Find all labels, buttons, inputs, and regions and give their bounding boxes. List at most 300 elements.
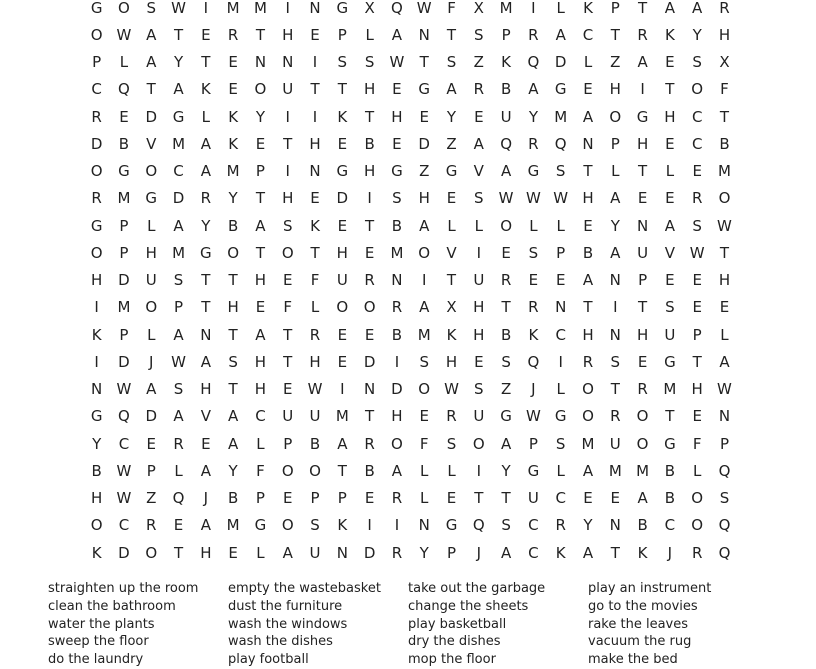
word-list-item: wash the dishes [228, 634, 333, 650]
grid-letter: L [365, 25, 374, 44]
grid-letter: E [665, 189, 675, 208]
grid-letter: S [282, 216, 293, 235]
grid-letter: Q [718, 461, 731, 480]
grid-letter: A [173, 325, 184, 344]
grid-letter: H [418, 189, 430, 208]
grid-letter: T [719, 107, 730, 126]
grid-letter: S [364, 53, 375, 72]
grid-letter: E [392, 80, 402, 99]
grid-letter: G [554, 80, 567, 99]
grid-letter: Y [528, 107, 538, 126]
grid-letter: O [90, 516, 103, 535]
grid-letter: A [200, 352, 211, 371]
grid-letter: X [364, 0, 375, 17]
grid-letter: Q [118, 407, 130, 426]
grid-letter: D [363, 543, 376, 562]
grid-letter: A [419, 216, 430, 235]
grid-letter: I [613, 298, 618, 317]
grid-letter: H [718, 271, 731, 290]
grid-letter: B [500, 325, 512, 344]
grid-letter: I [531, 0, 536, 17]
grid-letter: H [691, 380, 703, 399]
grid-letter: B [118, 134, 130, 153]
grid-letter: U [145, 271, 157, 290]
grid-letter: O [472, 434, 485, 453]
grid-letter: Q [118, 80, 130, 99]
grid-letter: I [558, 352, 563, 371]
grid-letter: H [609, 80, 621, 99]
grid-row [83, 403, 738, 430]
grid-letter: S [310, 516, 320, 535]
grid-letter: Y [228, 461, 238, 480]
grid-letter: S [446, 53, 457, 72]
grid-letter: T [283, 134, 293, 153]
grid-letter: B [227, 489, 239, 508]
grid-letter: A [146, 53, 157, 72]
grid-letter: R [391, 298, 403, 317]
grid-letter: T [501, 489, 511, 508]
grid-letter: E [665, 53, 675, 72]
word-list-item: make the bed [588, 652, 678, 668]
grid-letter: F [283, 298, 293, 317]
grid-row [83, 457, 738, 484]
grid-letter: N [718, 407, 731, 426]
word-list-item: clean the bathroom [48, 598, 176, 614]
grid-letter: I [312, 53, 318, 72]
grid-letter: P [255, 162, 265, 181]
grid-letter: T [365, 407, 375, 426]
grid-letter: E [610, 489, 621, 508]
grid-letter: G [90, 216, 103, 235]
grid-letter: L [665, 162, 675, 181]
grid-letter: S [692, 53, 702, 72]
grid-letter: T [173, 543, 184, 562]
grid-letter: N [609, 325, 621, 344]
grid-letter: G [336, 162, 349, 181]
word-list-column [408, 580, 588, 669]
word-list-item: empty the wastebasket [228, 581, 381, 596]
grid-letter: O [254, 80, 267, 99]
grid-letter: M [226, 162, 240, 181]
grid-letter: Z [610, 53, 621, 72]
grid-letter: Q [391, 0, 403, 17]
grid-letter: Q [554, 134, 567, 153]
grid-letter: R [691, 189, 703, 208]
grid-letter: M [390, 243, 404, 262]
grid-letter: L [556, 461, 565, 480]
grid-letter: T [228, 380, 238, 399]
grid-letter: E [337, 352, 348, 371]
grid-letter: T [638, 0, 648, 17]
grid-letter: P [337, 489, 347, 508]
grid-letter: H [91, 271, 103, 290]
grid-letter: H [473, 325, 485, 344]
grid-letter: J [203, 489, 209, 508]
grid-letter: M [172, 134, 186, 153]
grid-letter: D [118, 352, 130, 371]
grid-letter: L [447, 461, 456, 480]
grid-letter: A [500, 434, 512, 453]
grid-letter: R [691, 543, 703, 562]
grid-letter: V [446, 243, 457, 262]
grid-letter: U [336, 271, 348, 290]
grid-letter: P [501, 25, 511, 44]
grid-letter: I [285, 107, 290, 126]
grid-letter: W [553, 189, 569, 208]
grid-letter: A [555, 25, 566, 44]
grid-letter: W [171, 352, 186, 371]
grid-letter: L [420, 461, 429, 480]
grid-letter: A [582, 543, 594, 562]
grid-letter: B [364, 134, 375, 153]
grid-letter: A [610, 189, 621, 208]
grid-letter: G [636, 107, 649, 126]
grid-letter: D [90, 134, 103, 153]
grid-letter: F [692, 434, 702, 453]
grid-letter: S [474, 380, 484, 399]
grid-letter: E [282, 271, 293, 290]
grid-letter: I [203, 0, 209, 17]
grid-letter: X [446, 298, 457, 317]
grid-letter: E [337, 134, 348, 153]
grid-letter: H [227, 298, 239, 317]
grid-letter: W [171, 0, 186, 17]
grid-letter: G [445, 162, 458, 181]
grid-letter: K [228, 107, 239, 126]
grid-letter: I [285, 0, 290, 17]
grid-letter: T [310, 243, 320, 262]
word-list-item: dust the furniture [228, 598, 343, 614]
grid-letter: O [418, 380, 431, 399]
grid-letter: L [147, 325, 156, 344]
grid-letter: S [146, 0, 156, 17]
grid-letter: H [363, 80, 376, 99]
grid-letter: T [201, 53, 211, 72]
grid-letter: Q [527, 352, 540, 371]
grid-letter: H [91, 489, 103, 508]
grid-letter: O [145, 162, 158, 181]
grid-letter: M [226, 0, 240, 17]
grid-letter: P [119, 325, 129, 344]
grid-letter: G [391, 162, 403, 181]
grid-letter: Z [500, 380, 512, 399]
grid-letter: O [691, 516, 704, 535]
grid-letter: C [255, 407, 266, 426]
grid-letter: R [91, 189, 102, 208]
grid-letter: O [636, 407, 649, 426]
grid-letter: P [310, 489, 320, 508]
grid-letter: Y [692, 25, 702, 44]
grid-letter: A [146, 25, 157, 44]
grid-letter: R [227, 25, 239, 44]
grid-letter: E [446, 489, 457, 508]
grid-letter: H [582, 189, 594, 208]
grid-letter: M [554, 107, 568, 126]
grid-letter: M [718, 162, 731, 181]
grid-letter: U [309, 543, 321, 562]
grid-letter: O [145, 543, 158, 562]
grid-letter: Y [610, 216, 620, 235]
grid-letter: M [117, 189, 131, 208]
grid-letter: S [173, 380, 184, 399]
grid-letter: G [145, 189, 158, 208]
grid-letter: W [116, 25, 132, 44]
grid-letter: I [340, 380, 345, 399]
grid-letter: R [446, 407, 457, 426]
grid-letter: Q [718, 516, 731, 535]
grid-letter: D [145, 407, 158, 426]
grid-letter: Q [527, 53, 540, 72]
grid-letter: T [583, 162, 593, 181]
grid-letter: F [720, 80, 729, 99]
grid-letter: O [582, 407, 594, 426]
grid-letter: H [636, 325, 649, 344]
grid-letter: H [391, 407, 403, 426]
grid-letter: G [336, 0, 349, 17]
grid-letter: T [665, 80, 675, 99]
grid-letter: D [145, 107, 158, 126]
grid-letter: T [337, 461, 347, 480]
grid-letter: V [664, 243, 676, 262]
grid-letter: I [367, 516, 372, 535]
grid-letter: N [555, 298, 567, 317]
grid-letter: G [527, 162, 540, 181]
grid-letter: E [637, 352, 648, 371]
grid-letter: R [582, 352, 594, 371]
grid-letter: T [638, 162, 648, 181]
grid-letter: A [255, 325, 266, 344]
grid-letter: L [529, 216, 538, 235]
grid-letter: N [609, 516, 621, 535]
grid-letter: H [718, 25, 731, 44]
grid-letter: P [119, 243, 129, 262]
grid-letter: B [664, 489, 676, 508]
grid-letter: E [119, 107, 129, 126]
grid-letter: H [282, 25, 294, 44]
grid-letter: Z [446, 134, 457, 153]
grid-letter: Q [718, 543, 731, 562]
grid-letter: T [201, 298, 211, 317]
grid-letter: N [582, 134, 594, 153]
grid-letter: M [636, 461, 650, 480]
grid-letter: T [365, 107, 375, 126]
grid-letter: Q [472, 516, 485, 535]
grid-letter: A [692, 0, 703, 17]
grid-letter: R [637, 380, 648, 399]
grid-letter: B [391, 216, 403, 235]
grid-letter: R [364, 271, 375, 290]
grid-letter: H [282, 189, 294, 208]
grid-letter: A [173, 216, 184, 235]
grid-letter: T [610, 543, 620, 562]
grid-row [83, 430, 738, 457]
grid-letter: S [337, 53, 348, 72]
grid-letter: Z [146, 489, 157, 508]
grid-letter: A [582, 271, 594, 290]
grid-letter: Y [201, 216, 211, 235]
grid-letter: M [663, 380, 677, 399]
grid-letter: H [145, 243, 157, 262]
grid-letter: E [146, 434, 156, 453]
grid-letter: D [554, 53, 567, 72]
grid-letter: O [609, 107, 622, 126]
grid-letter: L [556, 216, 565, 235]
word-list-item: change the sheets [408, 598, 529, 614]
grid-letter: R [146, 516, 157, 535]
grid-letter: B [309, 434, 321, 453]
grid-letter: S [392, 189, 402, 208]
grid-letter: E [719, 298, 730, 317]
grid-letter: T [255, 25, 266, 44]
grid-letter: I [94, 352, 99, 371]
grid-letter: S [446, 434, 457, 453]
word-list-item: take out the garbage [408, 581, 546, 596]
grid-letter: Y [92, 434, 102, 453]
grid-letter: B [500, 80, 512, 99]
grid-letter: T [283, 352, 293, 371]
grid-letter: R [91, 107, 102, 126]
grid-letter: U [282, 80, 294, 99]
grid-letter: P [283, 434, 293, 453]
grid-letter: J [149, 352, 154, 371]
grid-letter: T [337, 80, 347, 99]
grid-letter: K [91, 325, 102, 344]
grid-letter: T [365, 216, 375, 235]
grid-letter: R [610, 407, 621, 426]
grid-letter: C [91, 80, 102, 99]
grid-letter: E [201, 25, 211, 44]
grid-letter: T [419, 53, 429, 72]
grid-letter: E [392, 134, 402, 153]
word-list-item: do the laundry [48, 652, 144, 668]
grid-row [83, 185, 738, 212]
grid-letter: E [228, 53, 238, 72]
grid-letter: Y [446, 107, 457, 126]
grid-letter: X [719, 53, 730, 72]
grid-letter: B [391, 325, 403, 344]
grid-letter: L [693, 461, 702, 480]
grid-letter: G [445, 516, 458, 535]
grid-letter: Y [173, 53, 184, 72]
grid-letter: E [255, 298, 266, 317]
grid-letter: T [228, 325, 238, 344]
grid-letter: D [172, 189, 185, 208]
grid-letter: O [582, 380, 594, 399]
grid-letter: G [118, 162, 130, 181]
grid-letter: W [116, 489, 132, 508]
grid-letter: C [555, 325, 566, 344]
grid-letter: R [391, 489, 403, 508]
grid-letter: B [637, 516, 648, 535]
grid-letter: E [474, 352, 484, 371]
grid-letter: U [664, 325, 676, 344]
grid-letter: G [172, 107, 185, 126]
grid-letter: M [608, 461, 622, 480]
grid-letter: T [719, 243, 730, 262]
grid-letter: I [394, 516, 400, 535]
grid-letter: L [256, 543, 265, 562]
grid-letter: P [610, 0, 620, 17]
grid-letter: Y [419, 543, 429, 562]
word-list-item: water the plants [48, 616, 155, 632]
grid-letter: A [200, 134, 211, 153]
grid-row [83, 539, 738, 566]
grid-letter: E [637, 189, 648, 208]
grid-letter: K [310, 216, 320, 235]
grid-letter: A [446, 80, 457, 99]
grid-letter: M [226, 516, 240, 535]
grid-letter: T [610, 380, 620, 399]
grid-letter: O [118, 0, 130, 17]
grid-letter: K [228, 134, 239, 153]
grid-letter: G [664, 352, 676, 371]
grid-letter: T [173, 25, 184, 44]
grid-letter: I [476, 461, 482, 480]
grid-letter: L [201, 107, 211, 126]
grid-letter: V [200, 407, 211, 426]
grid-letter: G [527, 461, 540, 480]
grid-row [83, 130, 738, 157]
grid-row [83, 49, 738, 76]
grid-letter: L [119, 53, 129, 72]
grid-letter: L [720, 325, 729, 344]
grid-letter: G [418, 80, 431, 99]
grid-letter: P [174, 298, 184, 317]
grid-letter: N [391, 271, 403, 290]
grid-letter: K [637, 543, 648, 562]
grid-letter: O [336, 298, 349, 317]
word-list-item: play basketball [408, 616, 507, 632]
grid-letter: A [473, 134, 484, 153]
grid-letter: R [309, 325, 321, 344]
word-list-item: mop the floor [408, 652, 496, 668]
grid-letter: U [637, 243, 649, 262]
grid-letter: U [473, 407, 485, 426]
grid-row [83, 485, 738, 512]
grid-letter: H [391, 107, 403, 126]
word-list-item: go to the movies [588, 598, 698, 614]
grid-letter: O [90, 162, 103, 181]
grid-letter: I [367, 189, 372, 208]
grid-letter: K [664, 25, 675, 44]
grid-letter: N [309, 0, 321, 17]
grid-letter: Y [583, 516, 593, 535]
grid-letter: S [474, 25, 484, 44]
grid-letter: A [173, 80, 184, 99]
grid-letter: H [254, 271, 267, 290]
grid-letter: E [501, 243, 511, 262]
grid-letter: E [310, 189, 320, 208]
word-list [48, 580, 768, 669]
grid-letter: K [583, 0, 593, 17]
grid-letter: T [583, 298, 593, 317]
grid-letter: Z [473, 53, 484, 72]
grid-letter: H [200, 380, 212, 399]
grid-letter: E [419, 407, 429, 426]
word-list-item: straighten up the room [48, 581, 199, 596]
grid-letter: E [692, 298, 702, 317]
grid-row [83, 239, 738, 266]
grid-letter: W [444, 380, 459, 399]
grid-letter: C [691, 134, 703, 153]
grid-letter: W [307, 380, 323, 399]
grid-letter: T [446, 25, 457, 44]
grid-letter: R [500, 271, 512, 290]
grid-letter: P [528, 434, 538, 453]
grid-letter: E [337, 325, 348, 344]
grid-letter: A [282, 543, 293, 562]
grid-letter: K [337, 516, 348, 535]
